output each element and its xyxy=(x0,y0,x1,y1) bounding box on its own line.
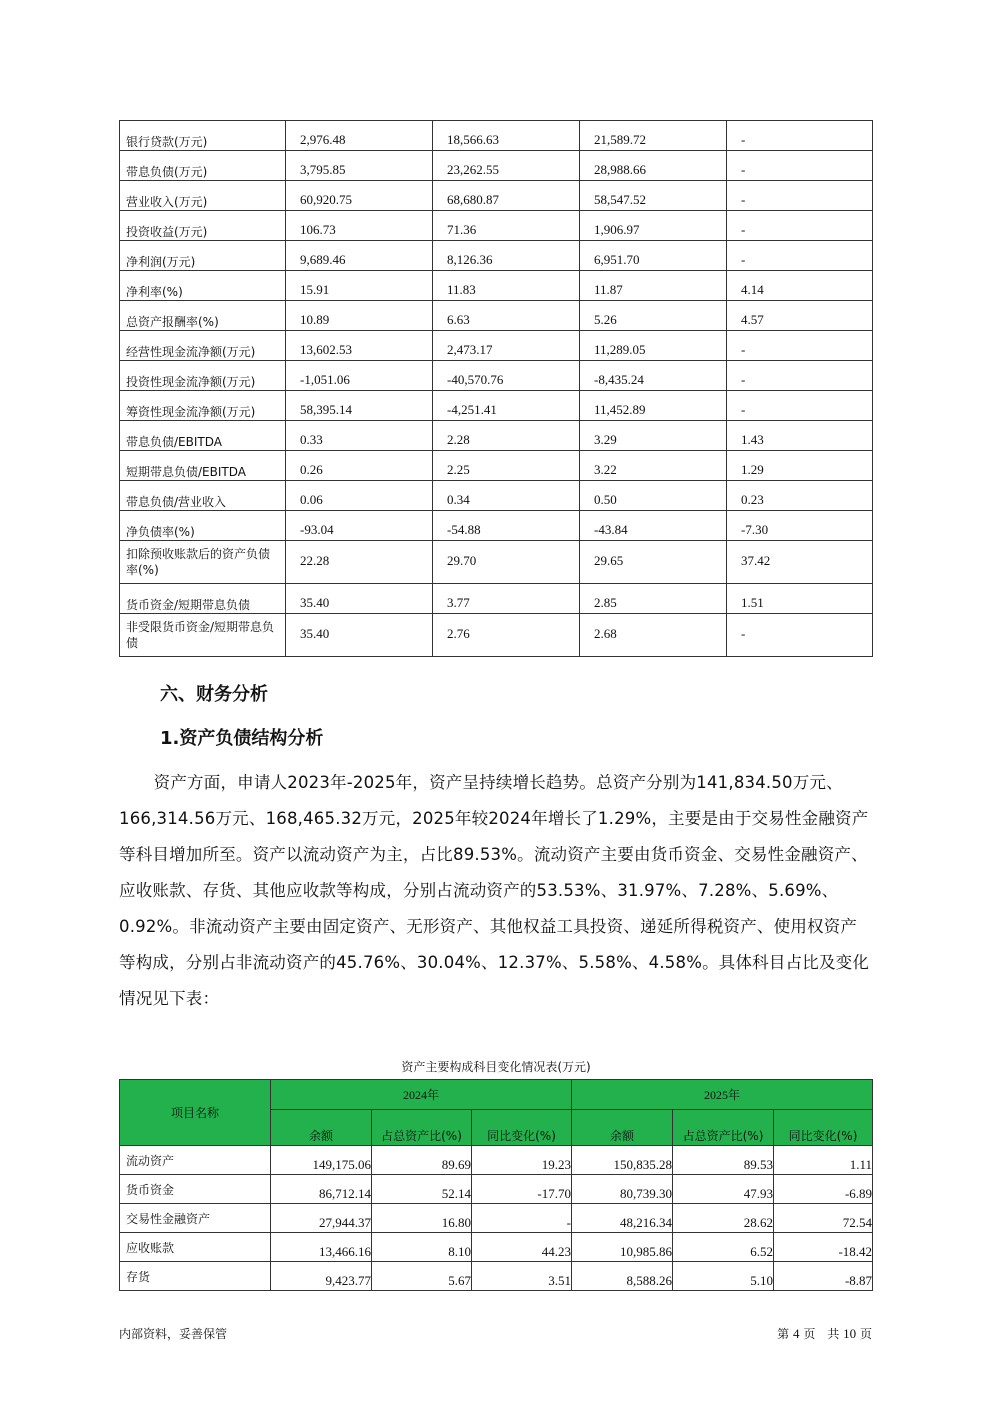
indicator-value: 4.14 xyxy=(727,271,873,301)
indicator-label: 总资产报酬率(%) xyxy=(120,301,286,331)
indicator-value: 3.77 xyxy=(433,584,580,614)
indicator-value: 15.91 xyxy=(286,271,433,301)
indicator-value: - xyxy=(727,211,873,241)
indicator-value: - xyxy=(727,361,873,391)
indicator-value: 2.76 xyxy=(433,614,580,657)
cell-value: 8,588.26 xyxy=(572,1262,673,1291)
cell-value: 89.53 xyxy=(673,1146,774,1175)
page-number: 第 4 页 共 10 页 xyxy=(777,1326,872,1341)
table-row xyxy=(120,451,873,481)
cell-value: 44.23 xyxy=(472,1233,572,1262)
indicator-value: 13,602.53 xyxy=(286,331,433,361)
cell-value: 5.67 xyxy=(372,1262,472,1291)
indicator-value: 60,920.75 xyxy=(286,181,433,211)
indicator-value: 3,795.85 xyxy=(286,151,433,181)
cell-value: 27,944.37 xyxy=(271,1204,372,1233)
cell-value: 149,175.06 xyxy=(271,1146,372,1175)
table-caption: 资产主要构成科目变化情况表(万元) xyxy=(401,1060,591,1074)
table-row xyxy=(120,541,873,584)
item-name-header: 项目名称 xyxy=(120,1080,271,1146)
table-row xyxy=(120,361,873,391)
indicator-value: 2,473.17 xyxy=(433,331,580,361)
indicator-label: 非受限货币资金/短期带息负债 xyxy=(120,614,286,657)
indicator-value: 6,951.70 xyxy=(580,241,727,271)
cell-value: 86,712.14 xyxy=(271,1175,372,1204)
indicator-value: 4.57 xyxy=(727,301,873,331)
indicator-value: 106.73 xyxy=(286,211,433,241)
subsection-title: 1.资产负债结构分析 xyxy=(160,728,324,749)
indicator-label: 净负债率(%) xyxy=(120,511,286,541)
yoy-header: 同比变化(%) xyxy=(774,1110,873,1146)
indicator-value: 2.28 xyxy=(433,421,580,451)
indicator-value: 68,680.87 xyxy=(433,181,580,211)
table-row xyxy=(120,181,873,211)
indicator-value: 9,689.46 xyxy=(286,241,433,271)
balance-header: 余额 xyxy=(572,1110,673,1146)
table-row xyxy=(120,511,873,541)
table-row xyxy=(120,421,873,451)
indicator-value: 2.68 xyxy=(580,614,727,657)
indicator-value: 11,289.05 xyxy=(580,331,727,361)
cell-value: 80,739.30 xyxy=(572,1175,673,1204)
year-header-2025: 2025年 xyxy=(572,1080,873,1110)
table-row xyxy=(120,301,873,331)
indicator-label: 带息负债(万元) xyxy=(120,151,286,181)
indicator-value: 22.28 xyxy=(286,541,433,584)
indicator-value: 29.65 xyxy=(580,541,727,584)
indicator-value: 0.06 xyxy=(286,481,433,511)
indicator-value: -1,051.06 xyxy=(286,361,433,391)
indicator-label: 货币资金/短期带息负债 xyxy=(120,584,286,614)
cell-value: 28.62 xyxy=(673,1204,774,1233)
indicator-value: 35.40 xyxy=(286,584,433,614)
indicator-label: 经营性现金流净额(万元) xyxy=(120,331,286,361)
table-row xyxy=(120,1262,873,1291)
cell-value: 89.69 xyxy=(372,1146,472,1175)
table-row xyxy=(120,1204,873,1233)
indicator-value: 0.23 xyxy=(727,481,873,511)
cell-value: 72.54 xyxy=(774,1204,873,1233)
cell-value: -18.42 xyxy=(774,1233,873,1262)
indicator-value: 21,589.72 xyxy=(580,121,727,151)
item-name: 交易性金融资产 xyxy=(120,1204,271,1233)
item-name: 货币资金 xyxy=(120,1175,271,1204)
indicator-value: 11,452.89 xyxy=(580,391,727,421)
indicator-value: 5.26 xyxy=(580,301,727,331)
indicator-value: 1.29 xyxy=(727,451,873,481)
cell-value: 48,216.34 xyxy=(572,1204,673,1233)
cell-value: -8.87 xyxy=(774,1262,873,1291)
indicator-value: -8,435.24 xyxy=(580,361,727,391)
cell-value: 19.23 xyxy=(472,1146,572,1175)
cell-value: 52.14 xyxy=(372,1175,472,1204)
indicator-value: 11.87 xyxy=(580,271,727,301)
cell-value: 10,985.86 xyxy=(572,1233,673,1262)
indicator-label: 筹资性现金流净额(万元) xyxy=(120,391,286,421)
indicator-label: 短期带息负债/EBITDA xyxy=(120,451,286,481)
indicator-value: 71.36 xyxy=(433,211,580,241)
indicator-label: 净利润(万元) xyxy=(120,241,286,271)
table-row xyxy=(120,211,873,241)
asset-composition-table xyxy=(119,1079,873,1291)
indicator-value: - xyxy=(727,241,873,271)
indicator-value: -54.88 xyxy=(433,511,580,541)
table-row xyxy=(120,481,873,511)
indicator-value: 29.70 xyxy=(433,541,580,584)
indicator-label: 扣除预收账款后的资产负债率(%) xyxy=(120,541,286,584)
item-name: 应收账款 xyxy=(120,1233,271,1262)
indicator-value: 1.51 xyxy=(727,584,873,614)
indicator-value: 0.34 xyxy=(433,481,580,511)
indicator-value: 28,988.66 xyxy=(580,151,727,181)
indicator-value: - xyxy=(727,181,873,211)
cell-value: 13,466.16 xyxy=(271,1233,372,1262)
table-row xyxy=(120,271,873,301)
indicator-value: 23,262.55 xyxy=(433,151,580,181)
table-row xyxy=(120,1175,873,1204)
indicator-value: 3.29 xyxy=(580,421,727,451)
indicator-label: 投资性现金流净额(万元) xyxy=(120,361,286,391)
table-row xyxy=(120,151,873,181)
cell-value: -6.89 xyxy=(774,1175,873,1204)
indicator-value: - xyxy=(727,151,873,181)
indicator-label: 银行贷款(万元) xyxy=(120,121,286,151)
share-header: 占总资产比(%) xyxy=(372,1110,472,1146)
indicator-value: 11.83 xyxy=(433,271,580,301)
cell-value: 6.52 xyxy=(673,1233,774,1262)
indicator-value: -7.30 xyxy=(727,511,873,541)
indicator-value: -40,570.76 xyxy=(433,361,580,391)
indicator-value: 2,976.48 xyxy=(286,121,433,151)
indicator-value: 6.63 xyxy=(433,301,580,331)
indicator-value: 1,906.97 xyxy=(580,211,727,241)
financial-indicators-table xyxy=(119,120,873,657)
indicator-value: 2.85 xyxy=(580,584,727,614)
cell-value: 47.93 xyxy=(673,1175,774,1204)
indicator-label: 投资收益(万元) xyxy=(120,211,286,241)
indicator-value: 1.43 xyxy=(727,421,873,451)
indicator-value: - xyxy=(727,331,873,361)
cell-value: 5.10 xyxy=(673,1262,774,1291)
cell-value: - xyxy=(472,1204,572,1233)
cell-value: 1.11 xyxy=(774,1146,873,1175)
table-row xyxy=(120,391,873,421)
year-header-2024: 2024年 xyxy=(271,1080,572,1110)
indicator-value: 2.25 xyxy=(433,451,580,481)
analysis-paragraph: 资产方面，申请人2023年-2025年，资产呈持续增长趋势。总资产分别为141,834.50万元、166,314.56万元、168,465.32万元，2025年较2024年增长了1.29%，主要是由于交易性金融资产等科目增加所至。资产以流动资产为主，占比89.53%。流动资产主要由货币资金、交易性金融资产、应收账款、存货、其他应收款等构成，分别占流动资产的53.53%、31.97%、7.28%、5.69%、0.92%。非流动资产主要由固定资产、无形资产、其他权益工具投资、递延所得税资产、使用权资产等构成，分别占非流动资产的45.76%、30.04%、12.37%、5.58%、4.58%。具体科目占比及变化情况见下表： xyxy=(119,773,870,1008)
indicator-value: 8,126.36 xyxy=(433,241,580,271)
indicator-value: -4,251.41 xyxy=(433,391,580,421)
cell-value: 9,423.77 xyxy=(271,1262,372,1291)
table-row xyxy=(120,241,873,271)
indicator-label: 净利率(%) xyxy=(120,271,286,301)
table-row xyxy=(120,584,873,614)
cell-value: 3.51 xyxy=(472,1262,572,1291)
table-row xyxy=(120,1146,873,1175)
share-header: 占总资产比(%) xyxy=(673,1110,774,1146)
indicator-value: 3.22 xyxy=(580,451,727,481)
cell-value: 16.80 xyxy=(372,1204,472,1233)
table-row xyxy=(120,331,873,361)
indicator-label: 营业收入(万元) xyxy=(120,181,286,211)
item-name: 流动资产 xyxy=(120,1146,271,1175)
cell-value: -17.70 xyxy=(472,1175,572,1204)
indicator-value: 0.26 xyxy=(286,451,433,481)
table-row xyxy=(120,121,873,151)
item-name: 存货 xyxy=(120,1262,271,1291)
indicator-value: 58,395.14 xyxy=(286,391,433,421)
indicator-value: 18,566.63 xyxy=(433,121,580,151)
indicator-label: 带息负债/EBITDA xyxy=(120,421,286,451)
cell-value: 8.10 xyxy=(372,1233,472,1262)
indicator-value: -93.04 xyxy=(286,511,433,541)
indicator-value: 0.50 xyxy=(580,481,727,511)
section-title: 六、财务分析 xyxy=(160,684,268,705)
indicator-value: -43.84 xyxy=(580,511,727,541)
balance-header: 余额 xyxy=(271,1110,372,1146)
indicator-value: - xyxy=(727,391,873,421)
indicator-value: 35.40 xyxy=(286,614,433,657)
cell-value: 150,835.28 xyxy=(572,1146,673,1175)
indicator-value: - xyxy=(727,121,873,151)
indicator-value: 10.89 xyxy=(286,301,433,331)
table-row xyxy=(120,1233,873,1262)
indicator-value: 58,547.52 xyxy=(580,181,727,211)
indicator-value: 37.42 xyxy=(727,541,873,584)
indicator-value: - xyxy=(727,614,873,657)
indicator-value: 0.33 xyxy=(286,421,433,451)
table-row xyxy=(120,614,873,657)
footer-confidential-note: 内部资料，妥善保管 xyxy=(119,1327,228,1341)
yoy-header: 同比变化(%) xyxy=(472,1110,572,1146)
indicator-label: 带息负债/营业收入 xyxy=(120,481,286,511)
